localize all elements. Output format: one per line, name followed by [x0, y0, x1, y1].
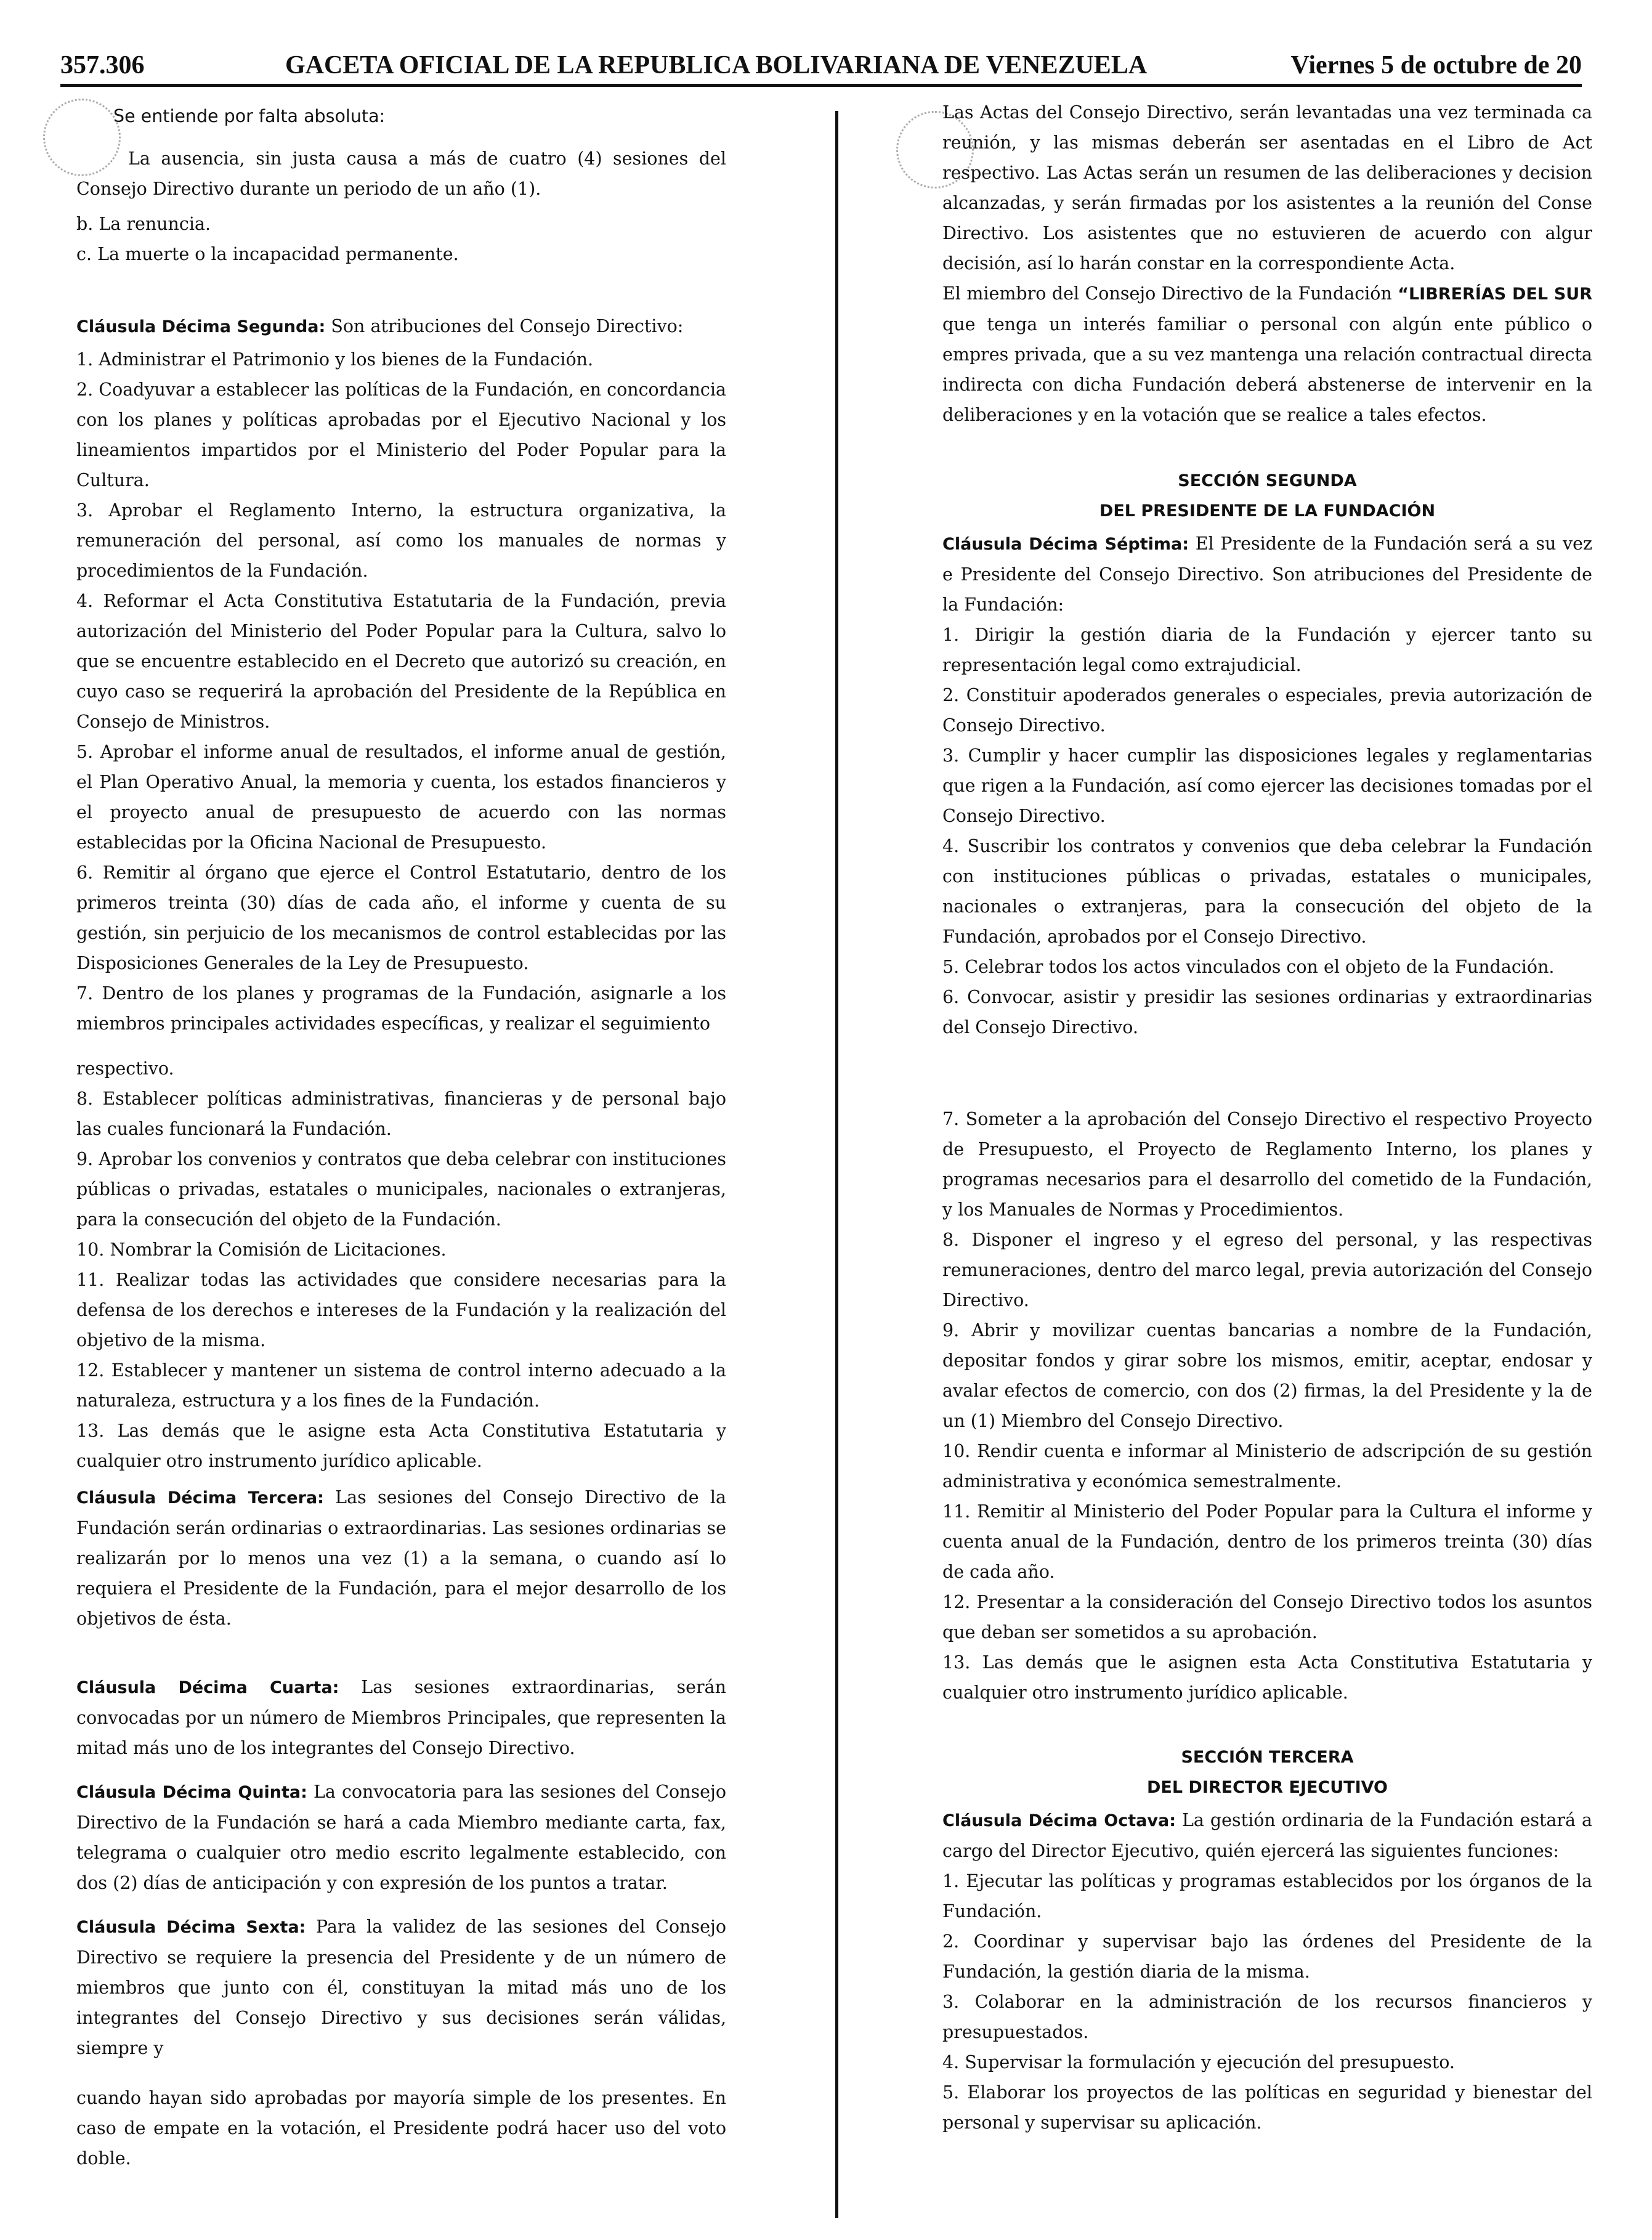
c12-item-3: 3. Aprobar el Reglamento Interno, la estructura organizativa, la remuneración del personal, así como los manuales de normas y procedimientos de la Fundación. — [76, 500, 726, 581]
item-b: b. La renuncia. — [76, 214, 211, 234]
fundacion-name: “LIBRERÍAS DEL SUR — [1398, 285, 1592, 304]
clausula-12-label: Cláusula Décima Segunda: — [76, 317, 326, 336]
c12-item-2: 2. Coadyuvar a establecer las políticas de la Fundación, en concordancia con los planes y políticas aprobadas por el Ejecutivo Nacional y los lineamientos impartidos por el Ministerio del Poder Popular para la Cultura. — [76, 379, 726, 490]
clausula-16 — [76, 1912, 726, 2063]
gazette-title: GACETA OFICIAL DE LA REPUBLICA BOLIVARIANA DE VENEZUELA — [285, 51, 1148, 79]
dir-item-4: 4. Supervisar la formulación y ejecución del presupuesto. — [942, 2052, 1455, 2072]
pres-item-10: 10. Rendir cuenta e informar al Ministerio de adscripción de su gestión administrativa y económica semestralmente. — [942, 1441, 1592, 1491]
pres-item-6: 6. Convocar, asistir y presidir las sesiones ordinarias y extraordinarias del Consejo Directivo. — [942, 987, 1592, 1037]
miembro-text-a: El miembro del Consejo Directivo de la Fundación — [942, 283, 1398, 304]
pres-item-9: 9. Abrir y movilizar cuentas bancarias a nombre de la Fundación, depositar fondos y girar sobre los mismos, emitir, aceptar, endosar y avalar efectos de comercio, con dos (2) firmas, la del Presidente y la de un (1) Miembro del Consejo Directivo. — [942, 1320, 1592, 1431]
seccion-segunda-heading: SECCIÓN SEGUNDA — [1178, 471, 1357, 490]
clausula-14-text: Las sesiones extraordinarias, serán convocadas por un número de Miembros Principales, que representen la mitad más uno de los integrantes del Consejo Directivo. — [76, 1677, 726, 1758]
del-presidente-heading: DEL PRESIDENTE DE LA FUNDACIÓN — [1099, 501, 1436, 521]
c12-item-6: 6. Remitir al órgano que ejerce el Control Estatutario, dentro de los primeros treinta (30) días de cada año, el informe y cuenta de su gestión, sin perjuicio de los mecanismos de control establecidas por las Disposiciones Generales de la Ley de Presupuesto. — [76, 862, 726, 973]
item-a: La ausencia, sin justa causa a más de cuatro (4) sesiones del Consejo Directivo durante un periodo de un año (1). — [76, 148, 726, 199]
clausula-12-text: Son atribuciones del Consejo Directivo: — [325, 316, 684, 336]
pres-item-12: 12. Presentar a la consideración del Consejo Directivo todos los asuntos que deban ser sometidos a su aprobación. — [942, 1592, 1592, 1642]
pres-item-8: 8. Disponer el ingreso y el egreso del personal, y las respectivas remuneraciones, dentro del marco legal, previa autorización del Consejo Directivo. — [942, 1230, 1592, 1310]
miembro-text-b: que tenga un interés familiar o personal con algún ente público o empres privada, que a su vez mantenga una relación contractual directa indirecta con dicha Fundación deberá abstenerse de intervenir en la deliberaciones y en la votación que se realice a tales efectos. — [942, 314, 1592, 425]
clausula-18 — [942, 1805, 1592, 1866]
pres-item-11: 11. Remitir al Ministerio del Poder Popular para la Cultura el informe y cuenta anual de la Fundación, dentro de los primeros treinta (30) días de cada año. — [942, 1501, 1592, 1582]
dir-item-1: 1. Ejecutar las políticas y programas establecidos por los órganos de la Fundación. — [942, 1871, 1592, 1921]
dir-item-2: 2. Coordinar y supervisar bajo las órdenes del Presidente de la Fundación, la gestión diaria de la misma. — [942, 1931, 1592, 1982]
c12-item-9: 9. Aprobar los convenios y contratos que deba celebrar con instituciones públicas o privadas, estatales o municipales, nacionales o extranjeras, para la consecución del objeto de la Fundación. — [76, 1149, 726, 1230]
clausula-17 — [942, 529, 1592, 620]
clausula-14 — [76, 1672, 726, 1763]
clausula-15-label: Cláusula Décima Quinta: — [76, 1783, 307, 1802]
clausula-14-label: Cláusula Décima Cuarta: — [76, 1678, 339, 1697]
c12-item-13: 13. Las demás que le asigne esta Acta Constitutiva Estatutaria y cualquier otro instrumento jurídico aplicable. — [76, 1421, 726, 1471]
pres-item-2: 2. Constituir apoderados generales o especiales, previa autorización de Consejo Directivo. — [942, 685, 1592, 736]
c12-item-12: 12. Establecer y mantener un sistema de control interno adecuado a la naturaleza, estructura y a los fines de la Fundación. — [76, 1360, 726, 1411]
c12-item-4: 4. Reformar el Acta Constitutiva Estatutaria de la Fundación, previa autorización del Ministerio del Poder Popular para la Cultura, salvo lo que se encuentre establecido en el Decreto que autorizó su creación, en cuyo caso se requerirá la aprobación del Presidente de la República en Consejo de Ministros. — [76, 591, 726, 732]
c12-item-8: 8. Establecer políticas administrativas, financieras y de personal bajo las cuales funcionará la Fundación. — [76, 1089, 726, 1139]
clausula-13-text: Las sesiones del Consejo Directivo de la Fundación serán ordinarias o extraordinarias. Las sesiones ordinarias se realizarán por lo menos una vez (1) a la semana, o cuando así lo requiera el Presidente de la Fundación, para el mejor desarrollo de los objetivos de ésta. — [76, 1487, 726, 1629]
seccion-tercera-heading: SECCIÓN TERCERA — [1181, 1748, 1354, 1767]
clausula-17-label: Cláusula Décima Séptima: — [942, 535, 1189, 554]
c12-item-1: 1. Administrar el Patrimonio y los bienes de la Fundación. — [76, 349, 594, 370]
clausula-17-text: El Presidente de la Fundación será a su vez e Presidente del Consejo Directivo. Son atribuciones del Presidente de la Fundación: — [942, 534, 1592, 615]
left-column — [76, 101, 726, 2173]
clausula-16-text: Para la validez de las sesiones del Consejo Directivo se requiere la presencia del Presidente y de un número de miembros que junto con él, constituyan la mitad más uno de los integrantes del Consejo Directivo y sus decisiones serán válidas, siempre y — [76, 1917, 726, 2058]
dir-item-3: 3. Colaborar en la administración de los recursos financieros y presupuestados. — [942, 1992, 1592, 2042]
c12-item-5: 5. Aprobar el informe anual de resultados, el informe anual de gestión, el Plan Operativo Anual, la memoria y cuenta, los estados financieros y el proyecto anual de presupuesto de acuerdo con las normas establecidas por la Oficina Nacional de Presupuesto. — [76, 742, 726, 853]
clausula-16-label: Cláusula Décima Sexta: — [76, 1918, 306, 1937]
header-rule — [60, 84, 1582, 87]
pres-item-13: 13. Las demás que le asignen esta Acta Constitutiva Estatutaria y cualquier otro instrumento jurídico aplicable. — [942, 1652, 1592, 1703]
pres-item-7: 7. Someter a la aprobación del Consejo Directivo el respectivo Proyecto de Presupuesto, el Proyecto de Reglamento Interno, los planes y programas necesarios para el desarrollo del cometido de la Fundación, y los Manuales de Normas y Procedimientos. — [942, 1109, 1592, 1220]
pres-item-3: 3. Cumplir y hacer cumplir las disposiciones legales y reglamentarias que rigen a la Fundación, así como ejercer las decisiones tomadas por el Consejo Directivo. — [942, 745, 1592, 826]
column-divider — [835, 111, 838, 2218]
pres-item-5: 5. Celebrar todos los actos vinculados con el objeto de la Fundación. — [942, 957, 1555, 977]
clausula-13 — [76, 1482, 726, 1634]
c12-item-11: 11. Realizar todas las actividades que considere necesarias para la defensa de los derechos e intereses de la Fundación y la realización del objetivo de la misma. — [76, 1270, 726, 1350]
clausula-16-cont: cuando hayan sido aprobadas por mayoría simple de los presentes. En caso de empate en la votación, el Presidente podrá hacer uso del voto doble. — [76, 2088, 726, 2169]
pres-item-1: 1. Dirigir la gestión diaria de la Fundación y ejercer tanto su representación legal como extrajudicial. — [942, 625, 1592, 675]
miembro-paragraph — [942, 278, 1592, 430]
c12-item-7: 7. Dentro de los planes y programas de la Fundación, asignarle a los miembros principales actividades específicas, y realizar el seguimiento — [76, 983, 726, 1034]
clausula-18-text: La gestión ordinaria de la Fundación estará a cargo del Director Ejecutivo, quién ejercerá las siguientes funciones: — [942, 1810, 1592, 1861]
issue-date: Viernes 5 de octubre de 20 — [1290, 51, 1582, 79]
pres-item-4: 4. Suscribir los contratos y convenios que deba celebrar la Fundación con instituciones públicas o privadas, estatales o municipales, nacionales o extranjeras, para la consecución del objeto de la Fundación, aprobados por el Consejo Directivo. — [942, 836, 1592, 947]
falta-intro: Se entiende por falta absoluta: — [113, 106, 386, 126]
gazette-header — [60, 51, 1582, 87]
actas-paragraph: Las Actas del Consejo Directivo, serán levantadas una vez terminada ca reunión, y las mismas deberán ser asentadas en el Libro de Act respectivo. Las Actas serán un resumen de las deliberaciones y decision alcanzadas, y serán firmadas por los asistentes a la reunión del Conse Directivo. Los asistentes que no estuvieren de acuerdo con algur decisión, así lo harán constar en la correspondiente Acta. — [942, 102, 1592, 274]
clausula-13-label: Cláusula Décima Tercera: — [76, 1488, 324, 1508]
item-c: c. La muerte o la incapacidad permanente. — [76, 244, 459, 264]
page-number: 357.306 — [60, 51, 145, 79]
clausula-12 — [76, 311, 726, 342]
clausula-15-text: La convocatoria para las sesiones del Consejo Directivo de la Fundación se hará a cada Miembro mediante carta, fax, telegrama o cualquier otro medio escrito legalmente establecido, con dos (2) días de anticipación y con expresión de los puntos a tratar. — [76, 1782, 726, 1893]
del-director-heading: DEL DIRECTOR EJECUTIVO — [1146, 1778, 1388, 1797]
c12-item-10: 10. Nombrar la Comisión de Licitaciones. — [76, 1240, 447, 1260]
c12-item-7-cont: respectivo. — [76, 1058, 174, 1079]
dir-item-5: 5. Elaborar los proyectos de las políticas en seguridad y bienestar del personal y supervisar su aplicación. — [942, 2082, 1592, 2133]
clausula-15 — [76, 1777, 726, 1898]
clausula-18-label: Cláusula Décima Octava: — [942, 1811, 1176, 1830]
right-column — [942, 97, 1592, 2138]
